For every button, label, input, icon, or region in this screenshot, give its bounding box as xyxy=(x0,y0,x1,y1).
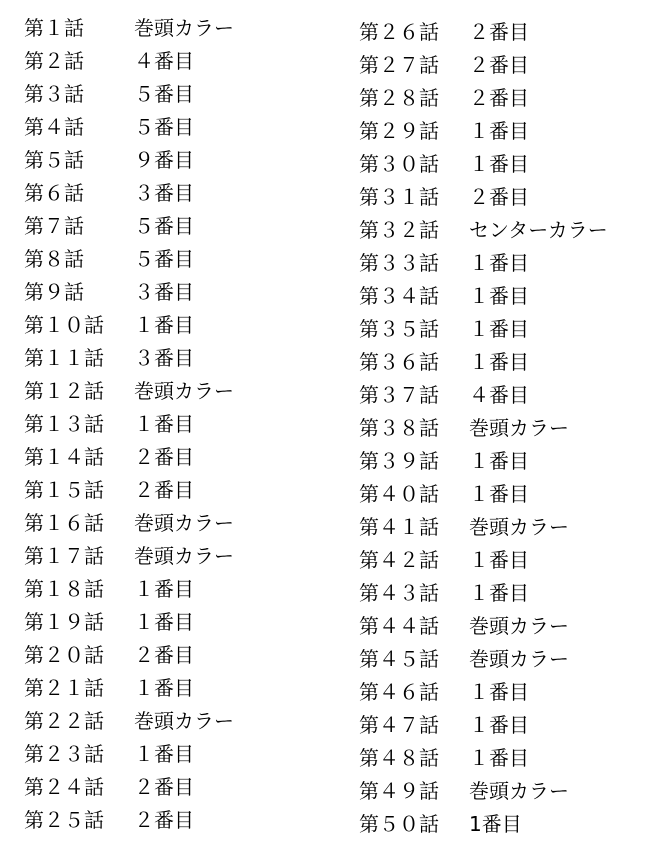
placement: 巻頭カラー xyxy=(134,511,234,535)
list-item xyxy=(359,643,608,676)
list-item xyxy=(24,177,234,210)
episode-number: 第１７話 xyxy=(24,544,104,568)
list-item xyxy=(24,78,234,111)
episode-number: 第１６話 xyxy=(24,511,104,535)
placement: ３番目 xyxy=(134,280,194,304)
list-item xyxy=(24,45,234,78)
list-item xyxy=(24,12,234,45)
list-item xyxy=(24,309,234,342)
episode-number: 第１８話 xyxy=(24,577,104,601)
episode-number: 第４７話 xyxy=(359,713,439,737)
episode-number: 第２２話 xyxy=(24,709,104,733)
placement: １番目 xyxy=(469,449,529,473)
episode-number: 第３話 xyxy=(24,82,84,106)
list-item xyxy=(24,804,234,837)
list-item xyxy=(359,49,608,82)
list-item xyxy=(359,511,608,544)
placement: １番目 xyxy=(134,313,194,337)
placement: １番目 xyxy=(134,577,194,601)
episode-number: 第２５話 xyxy=(24,808,104,832)
right-column xyxy=(359,16,608,841)
list-item xyxy=(359,676,608,709)
episode-number: 第５話 xyxy=(24,148,84,172)
episode-number: 第２７話 xyxy=(359,53,439,77)
placement: １番目 xyxy=(469,713,529,737)
placement: １番目 xyxy=(469,251,529,275)
placement: １番目 xyxy=(469,548,529,572)
list-item xyxy=(24,507,234,540)
placement: １番目 xyxy=(134,676,194,700)
list-item xyxy=(24,705,234,738)
episode-number: 第４５話 xyxy=(359,647,439,671)
placement: 巻頭カラー xyxy=(134,379,234,403)
placement: ２番目 xyxy=(469,20,529,44)
episode-number: 第４２話 xyxy=(359,548,439,572)
placement: ４番目 xyxy=(134,49,194,73)
episode-number: 第６話 xyxy=(24,181,84,205)
list-item xyxy=(359,775,608,808)
list-item xyxy=(24,144,234,177)
list-item xyxy=(24,738,234,771)
placement: 巻頭カラー xyxy=(469,416,569,440)
episode-number: 第４８話 xyxy=(359,746,439,770)
placement: １番目 xyxy=(469,482,529,506)
episode-number: 第３０話 xyxy=(359,152,439,176)
placement: １番目 xyxy=(469,152,529,176)
episode-number: 第２６話 xyxy=(359,20,439,44)
placement: １番目 xyxy=(134,610,194,634)
episode-number: 第３４話 xyxy=(359,284,439,308)
placement: 巻頭カラー xyxy=(134,544,234,568)
list-item xyxy=(359,379,608,412)
placement: ２番目 xyxy=(134,478,194,502)
list-item xyxy=(359,709,608,742)
placement: 巻頭カラー xyxy=(469,647,569,671)
list-item xyxy=(359,82,608,115)
placement: １番目 xyxy=(469,680,529,704)
episode-number: 第１話 xyxy=(24,16,84,40)
list-item xyxy=(359,544,608,577)
episode-number: 第４１話 xyxy=(359,515,439,539)
placement: 巻頭カラー xyxy=(134,16,234,40)
placement: １番目 xyxy=(469,119,529,143)
placement: ２番目 xyxy=(469,53,529,77)
episode-number: 第３６話 xyxy=(359,350,439,374)
episode-number: 第２１話 xyxy=(24,676,104,700)
episode-number: 第８話 xyxy=(24,247,84,271)
episode-number: 第５０話 xyxy=(359,812,439,836)
list-item xyxy=(359,346,608,379)
list-item xyxy=(24,111,234,144)
list-item xyxy=(359,16,608,49)
list-item xyxy=(24,210,234,243)
placement: ５番目 xyxy=(134,82,194,106)
list-item xyxy=(24,672,234,705)
list-item xyxy=(359,808,608,841)
placement: １番目 xyxy=(469,284,529,308)
list-item xyxy=(359,412,608,445)
episode-number: 第３５話 xyxy=(359,317,439,341)
episode-number: 第９話 xyxy=(24,280,84,304)
list-item xyxy=(359,115,608,148)
placement: １番目 xyxy=(469,581,529,605)
episode-number: 第１５話 xyxy=(24,478,104,502)
placement: ５番目 xyxy=(134,247,194,271)
episode-number: 第１２話 xyxy=(24,379,104,403)
placement: １番目 xyxy=(469,350,529,374)
list-item xyxy=(359,742,608,775)
list-item xyxy=(24,606,234,639)
episode-number: 第４９話 xyxy=(359,779,439,803)
list-item xyxy=(24,276,234,309)
list-item xyxy=(24,573,234,606)
list-item xyxy=(24,342,234,375)
episode-number: 第１３話 xyxy=(24,412,104,436)
placement: ５番目 xyxy=(134,115,194,139)
episode-number: 第３７話 xyxy=(359,383,439,407)
episode-number: 第１４話 xyxy=(24,445,104,469)
list-item xyxy=(24,408,234,441)
list-item xyxy=(359,445,608,478)
episode-number: 第２３話 xyxy=(24,742,104,766)
list-item xyxy=(359,280,608,313)
placement: 巻頭カラー xyxy=(469,614,569,638)
episode-number: 第４０話 xyxy=(359,482,439,506)
episode-number: 第１９話 xyxy=(24,610,104,634)
episode-number: 第２話 xyxy=(24,49,84,73)
episode-number: 第３８話 xyxy=(359,416,439,440)
placement: ２番目 xyxy=(469,86,529,110)
list-item xyxy=(359,148,608,181)
placement: 巻頭カラー xyxy=(469,779,569,803)
list-item xyxy=(359,214,608,247)
placement: センターカラー xyxy=(469,218,608,242)
placement: ５番目 xyxy=(134,214,194,238)
episode-number: 第３２話 xyxy=(359,218,439,242)
list-item xyxy=(24,441,234,474)
episode-number: 第２０話 xyxy=(24,643,104,667)
episode-number: 第２９話 xyxy=(359,119,439,143)
placement: 巻頭カラー xyxy=(469,515,569,539)
episode-number: 第３１話 xyxy=(359,185,439,209)
left-column xyxy=(24,12,234,837)
list-item xyxy=(359,181,608,214)
episode-number: 第２４話 xyxy=(24,775,104,799)
episode-number: 第１０話 xyxy=(24,313,104,337)
list-item xyxy=(359,313,608,346)
list-item xyxy=(24,474,234,507)
list-item xyxy=(24,639,234,672)
placement: ４番目 xyxy=(469,383,529,407)
episode-number: 第４６話 xyxy=(359,680,439,704)
list-item xyxy=(359,610,608,643)
placement: ２番目 xyxy=(469,185,529,209)
list-item xyxy=(24,540,234,573)
episode-number: 第４３話 xyxy=(359,581,439,605)
placement: ３番目 xyxy=(134,181,194,205)
placement: ２番目 xyxy=(134,775,194,799)
placement: ２番目 xyxy=(134,808,194,832)
episode-number: 第３３話 xyxy=(359,251,439,275)
episode-number: 第７話 xyxy=(24,214,84,238)
list-item xyxy=(359,478,608,511)
placement: 巻頭カラー xyxy=(134,709,234,733)
placement: １番目 xyxy=(469,317,529,341)
placement: ２番目 xyxy=(134,643,194,667)
placement: ３番目 xyxy=(134,346,194,370)
placement: 1番目 xyxy=(469,812,522,836)
list-item xyxy=(359,577,608,610)
placement: ９番目 xyxy=(134,148,194,172)
placement: ２番目 xyxy=(134,445,194,469)
episode-number: 第２８話 xyxy=(359,86,439,110)
episode-number: 第４話 xyxy=(24,115,84,139)
placement: １番目 xyxy=(469,746,529,770)
placement: １番目 xyxy=(134,412,194,436)
list-item xyxy=(24,771,234,804)
episode-number: 第３９話 xyxy=(359,449,439,473)
list-item xyxy=(359,247,608,280)
episode-number: 第４４話 xyxy=(359,614,439,638)
list-item xyxy=(24,375,234,408)
placement: １番目 xyxy=(134,742,194,766)
list-item xyxy=(24,243,234,276)
episode-number: 第１１話 xyxy=(24,346,104,370)
